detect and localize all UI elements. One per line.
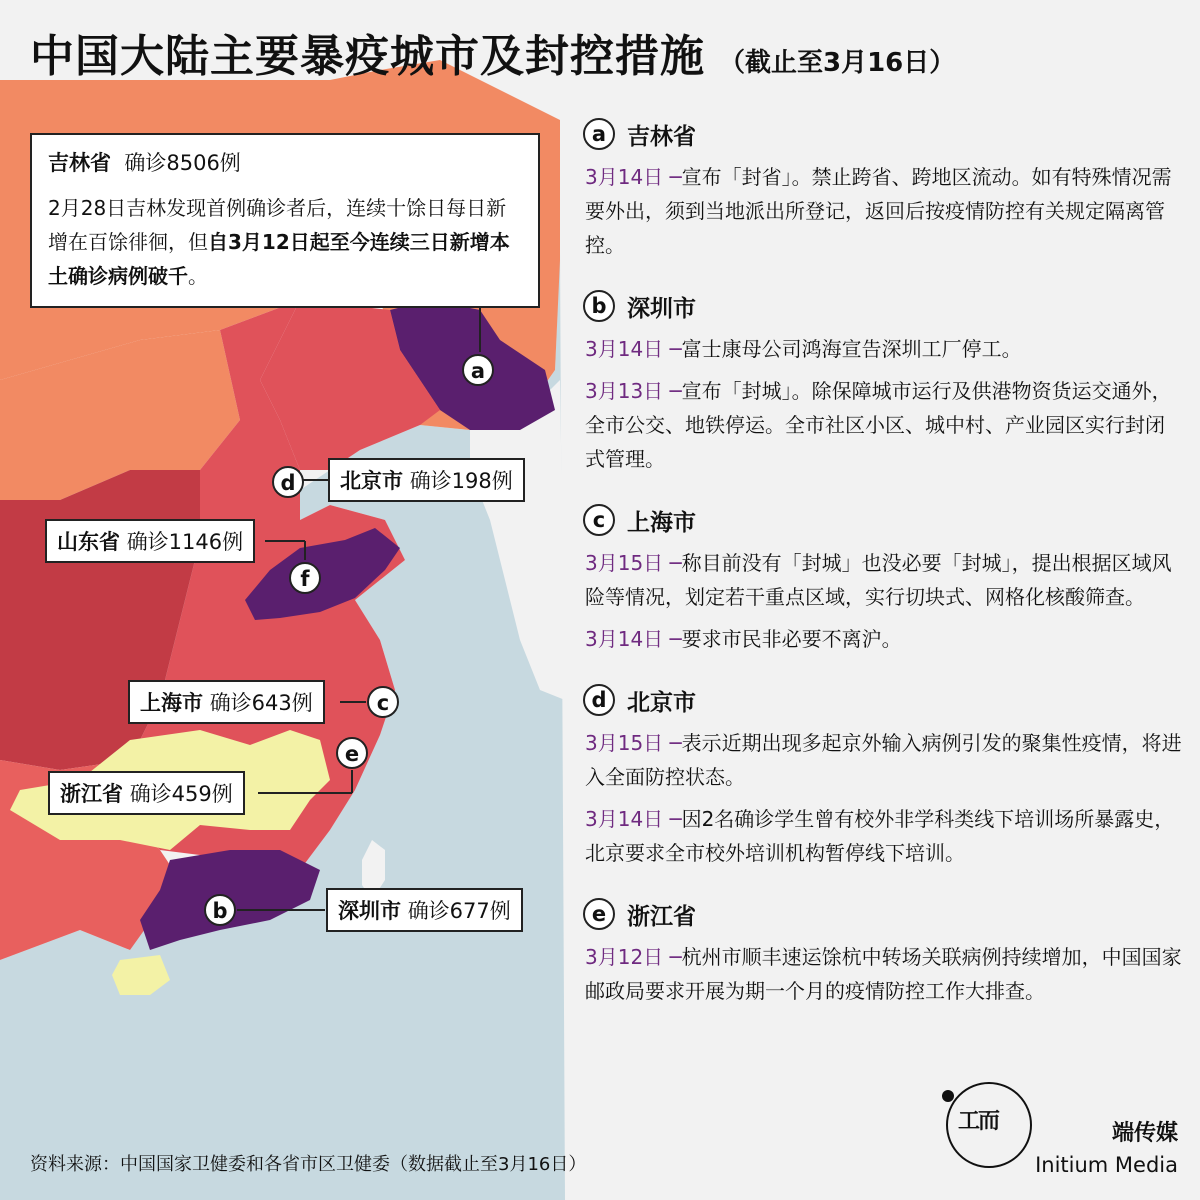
- section-a-title: 吉林省: [627, 123, 696, 150]
- callout-shanghai-cases: 确诊643例: [209, 691, 313, 715]
- entry-text: 要求市民非必要不离沪。: [681, 627, 902, 651]
- logo-glyph: 工而: [958, 1109, 999, 1134]
- entry-text: 因2名确诊学生曾有校外非学科类线下培训场所暴露史，北京要求全市校外培训机构暂停线下培训。: [585, 807, 1175, 865]
- section-b: [583, 288, 1183, 476]
- callout-jilin-body-2: 。: [188, 264, 208, 288]
- brand-cn: 端传媒: [1111, 1121, 1178, 1146]
- marker-d: d: [272, 466, 304, 498]
- callout-jilin-body-bold: 自3月12日起至今连续三日新增本土确诊病例破千: [48, 230, 510, 288]
- entry-date: 3月14日 ─: [585, 165, 682, 189]
- logo-dot: [942, 1090, 954, 1102]
- callout-jilin-cases: 确诊8506例: [124, 151, 241, 175]
- callout-jilin-head: [48, 147, 522, 177]
- callout-jilin: [30, 133, 540, 308]
- page-title: [30, 20, 955, 84]
- callout-zhejiang-cases: 确诊459例: [129, 782, 233, 806]
- section-d-entry-1: [585, 726, 1183, 794]
- section-c-entry-2: [585, 622, 1183, 656]
- callout-shandong-name: 山东省: [57, 530, 120, 554]
- section-b-head: [583, 288, 1183, 324]
- callout-shenzhen-cases: 确诊677例: [407, 899, 511, 923]
- callout-jilin-name: 吉林省: [48, 151, 111, 175]
- section-b-entry-1: [585, 332, 1183, 366]
- entry-date: 3月12日 ─: [585, 945, 682, 969]
- section-c-entry-1: [585, 546, 1183, 614]
- callout-shenzhen: [326, 888, 523, 932]
- source-note: 资料来源：中国国家卫健委和各省市区卫健委（数据截止至3月16日）: [30, 1154, 587, 1175]
- section-a-entry: [585, 160, 1183, 262]
- callout-beijing-name: 北京市: [340, 469, 403, 493]
- entry-text: 称目前没有「封城」也没必要「封城」，提出根据区域风险等情况，划定若干重点区域，实行切块式、网格化核酸筛查。: [585, 551, 1172, 609]
- title-main: 中国大陆主要暴疫城市及封控措施: [30, 31, 705, 82]
- section-d-letter: d: [583, 684, 615, 716]
- brand: [1035, 1116, 1178, 1177]
- callout-jilin-body-1: 2月28日吉林发现首例确诊者后，连续十馀日每日新增在百馀徘徊，但: [48, 196, 507, 254]
- entry-text: 宣布「封省」。禁止跨省、跨地区流动。如有特殊情况需要外出，须到当地派出所登记，返回后按疫情防控有关规定隔离管控。: [585, 165, 1172, 257]
- entry-date: 3月14日 ─: [585, 807, 682, 831]
- marker-f: f: [289, 562, 321, 594]
- section-d: [583, 682, 1183, 870]
- title-note: （截止至3月16日）: [719, 48, 956, 78]
- callout-jilin-body: [48, 191, 522, 293]
- section-e: [583, 896, 1183, 1008]
- callout-zhejiang: [48, 771, 245, 815]
- measures-panel: [583, 116, 1183, 1034]
- section-d-entry-2: [585, 802, 1183, 870]
- section-b-title: 深圳市: [627, 295, 696, 322]
- entry-text: 表示近期出现多起京外输入病例引发的聚集性疫情，将进入全面防控状态。: [585, 731, 1182, 789]
- callout-shenzhen-name: 深圳市: [338, 899, 401, 923]
- entry-date: 3月15日 ─: [585, 731, 682, 755]
- section-a: [583, 116, 1183, 262]
- callout-shandong: [45, 519, 255, 563]
- section-c-title: 上海市: [627, 509, 696, 536]
- marker-b: b: [204, 894, 236, 926]
- section-e-entry: [585, 940, 1183, 1008]
- section-a-letter: a: [583, 118, 615, 150]
- initium-logo-icon: [946, 1082, 1032, 1168]
- section-e-head: [583, 896, 1183, 932]
- callout-beijing: [328, 458, 525, 502]
- callout-zhejiang-name: 浙江省: [60, 782, 123, 806]
- section-d-head: [583, 682, 1183, 718]
- section-a-head: [583, 116, 1183, 152]
- callout-shanghai: [128, 680, 325, 724]
- brand-en: Initium Media: [1035, 1153, 1178, 1177]
- marker-a: a: [462, 354, 494, 386]
- section-c-head: [583, 502, 1183, 538]
- entry-date: 3月13日 ─: [585, 379, 682, 403]
- callout-beijing-cases: 确诊198例: [409, 469, 513, 493]
- entry-date: 3月14日 ─: [585, 627, 682, 651]
- entry-date: 3月15日 ─: [585, 551, 682, 575]
- marker-e: e: [336, 737, 368, 769]
- section-b-entry-2: [585, 374, 1183, 476]
- entry-date: 3月14日 ─: [585, 337, 682, 361]
- entry-text: 杭州市顺丰速运馀杭中转场关联病例持续增加，中国国家邮政局要求开展为期一个月的疫情防控工作大排查。: [585, 945, 1182, 1003]
- section-c-letter: c: [583, 504, 615, 536]
- callout-shandong-cases: 确诊1146例: [126, 530, 244, 554]
- callout-shanghai-name: 上海市: [140, 691, 203, 715]
- entry-text: 宣布「封城」。除保障城市运行及供港物资货运交通外，全市公交、地铁停运。全市社区小区、城中村、产业园区实行封闭式管理。: [585, 379, 1172, 471]
- section-c: [583, 502, 1183, 656]
- entry-text: 富士康母公司鸿海宣告深圳工厂停工。: [681, 337, 1022, 361]
- section-e-title: 浙江省: [627, 903, 696, 930]
- section-b-letter: b: [583, 290, 615, 322]
- section-e-letter: e: [583, 898, 615, 930]
- section-d-title: 北京市: [627, 689, 696, 716]
- marker-c: c: [367, 686, 399, 718]
